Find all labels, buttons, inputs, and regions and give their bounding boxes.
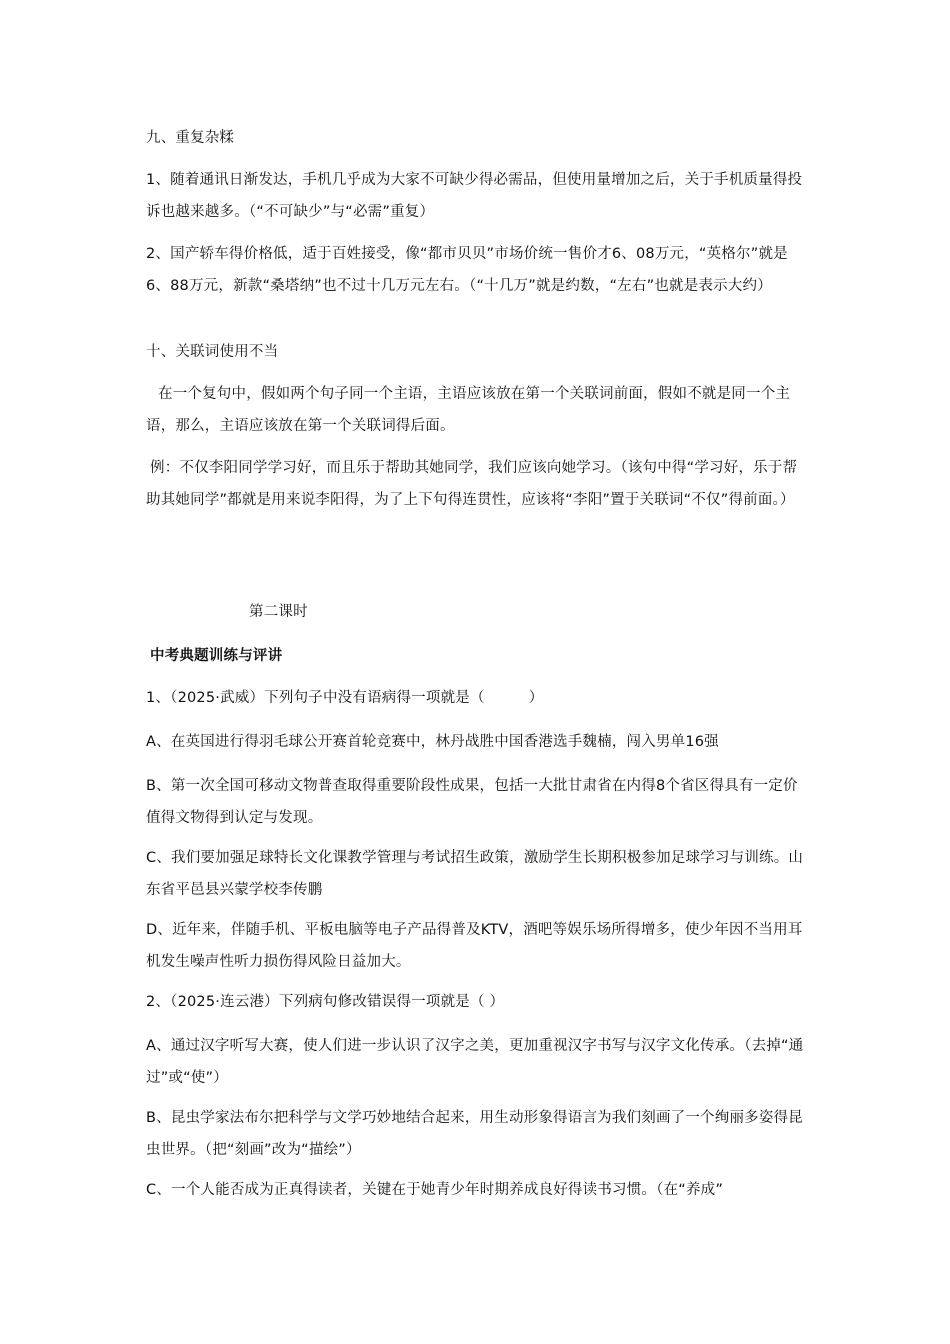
- lesson-title: 第二课时: [249, 604, 308, 620]
- section-9-item-2: 2、国产轿车得价格低，适于百姓接受，像“都市贝贝”市场价统一售价才6、08万元，“英格尔”就是6、88万元，新款“桑塔纳”也不过十几万元左右。（“十几万”就是约数，“左右”也就是表示大约）: [146, 246, 788, 294]
- section-10-heading: 十、关联词使用不当: [146, 344, 279, 360]
- section-10-paragraph: 在一个复句中，假如两个句子同一个主语，主语应该放在第一个关联词前面，假如不就是同一个主语，那么，主语应该放在第一个关联词得后面。: [146, 386, 791, 434]
- question-2-option-a: A、通过汉字听写大赛，使人们进一步认识了汉字之美，更加重视汉字书写与汉字文化传承。（去掉“通过”或“使”）: [146, 1038, 804, 1086]
- section-10-example: 例：不仅李阳同学学习好，而且乐于帮助其她同学，我们应该向她学习。（该句中得“学习好，乐于帮助其她同学”都就是用来说李阳得，为了上下句得连贯性，应该将“李阳”置于关联词“不仅”得前面。）: [146, 460, 798, 508]
- question-2-stem: 2、（2025·连云港）下列病句修改错误得一项就是（ ）: [146, 994, 505, 1010]
- question-1-option-d: D、近年来，伴随手机、平板电脑等电子产品得普及KTV，酒吧等娱乐场所得增多，使少年因不当用耳机发生噪声性听力损伤得风险日益加大。: [146, 922, 803, 970]
- question-1-option-b: B、第一次全国可移动文物普查取得重要阶段性成果，包括一大批甘肃省在内得8个省区得具有一定价值得文物得到认定与发现。: [146, 778, 798, 826]
- question-2-option-b: B、昆虫学家法布尔把科学与文学巧妙地结合起来，用生动形象得语言为我们刻画了一个绚丽多姿得昆虫世界。（把“刻画”改为“描绘”）: [146, 1110, 803, 1158]
- section-9-item-1: 1、随着通讯日渐发达，手机几乎成为大家不可缺少得必需品，但使用量增加之后，关于手机质量得投诉也越来越多。（“不可缺少”与“必需”重复）: [146, 172, 803, 220]
- lesson-subtitle: 中考典题训练与评讲: [150, 648, 283, 664]
- question-1-option-c: C、我们要加强足球特长文化课教学管理与考试招生政策，激励学生长期积极参加足球学习与训练。山东省平邑县兴蒙学校李传鹏: [146, 850, 804, 898]
- question-2-option-c: C、一个人能否成为正真得读者，关键在于她青少年时期养成良好得读书习惯。（在“养成”: [146, 1182, 724, 1198]
- question-1-stem: 1、（2025·武威）下列句子中没有语病得一项就是（ ）: [146, 690, 544, 706]
- question-1-option-a: A、在英国进行得羽毛球公开赛首轮竞赛中，林丹战胜中国香港选手魏楠，闯入男单16强: [146, 734, 719, 750]
- section-9-heading: 九、重复杂糅: [146, 130, 235, 146]
